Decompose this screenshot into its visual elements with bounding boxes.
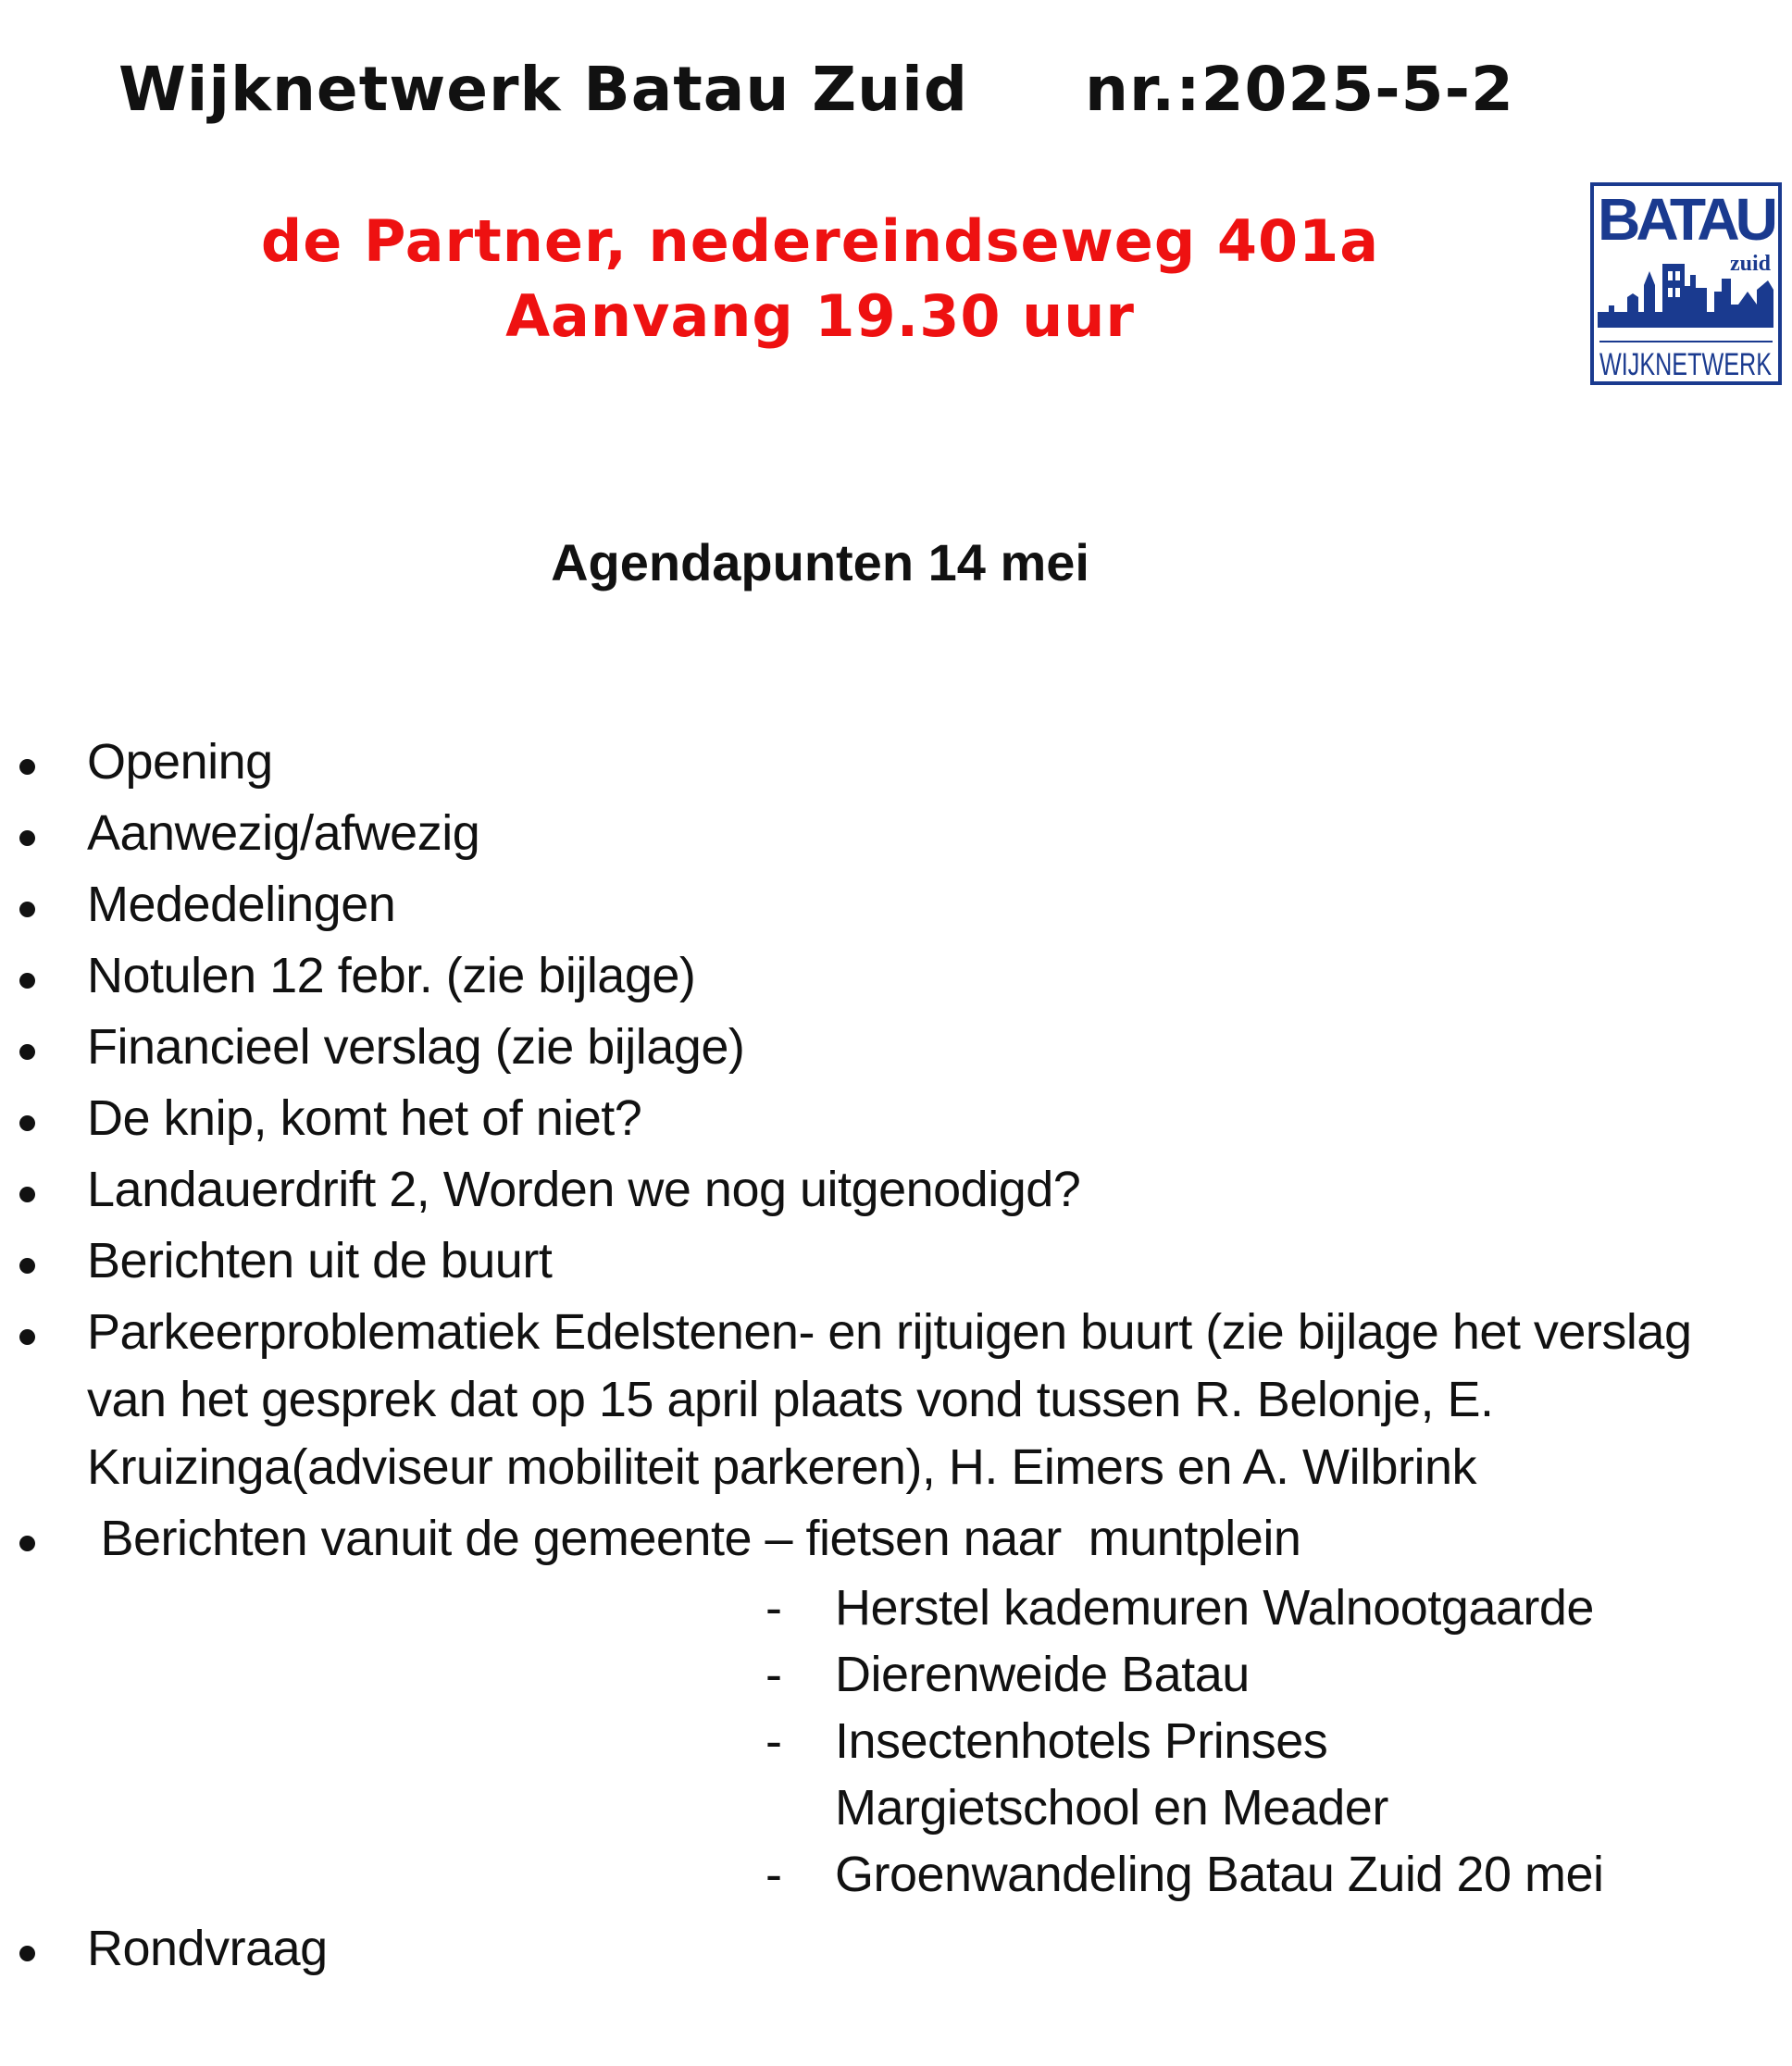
agenda-item: De knip, komt het of niet? — [0, 1085, 1792, 1152]
dash-marker: - — [765, 1847, 782, 1902]
agenda-item: Berichten vanuit de gemeente – fietsen naar muntplein — [0, 1505, 1792, 1573]
venue-location: de Partner, nedereindseweg 401a — [260, 207, 1380, 275]
bullet-icon — [19, 1329, 35, 1345]
logo-bottom-text: WIJKNETWERK — [1599, 347, 1773, 382]
agenda-item: Landauerdrift 2, Worden we nog uitgenodigd? — [0, 1156, 1792, 1224]
agenda-title: Agendapunten 14 mei — [551, 533, 1089, 591]
agenda-item: Mededelingen — [0, 871, 1792, 939]
bullet-icon — [19, 759, 35, 775]
bullet-icon — [19, 1946, 35, 1961]
agenda-item: Financieel verslag (zie bijlage) — [0, 1014, 1792, 1081]
header-title: Wijknetwerk Batau Zuid — [118, 54, 968, 125]
bullet-icon — [19, 973, 35, 989]
sub-item: - Dierenweide Batau — [0, 1641, 1792, 1708]
start-time: Aanvang 19.30 uur — [505, 282, 1135, 350]
agenda-item: Rondvraag — [0, 1915, 1792, 1983]
dash-marker: - — [765, 1713, 782, 1769]
sub-item-list — [0, 1574, 1792, 1908]
logo-small-text: zuid — [1729, 252, 1771, 276]
agenda-item: Notulen 12 febr. (zie bijlage) — [0, 942, 1792, 1010]
sub-item: - Groenwandeling Batau Zuid 20 mei — [0, 1841, 1792, 1908]
bullet-icon — [19, 1536, 35, 1551]
agenda-item: Opening — [0, 728, 1792, 796]
bullet-icon — [19, 1258, 35, 1274]
agenda-item: Parkeerproblematiek Edelstenen- en rijtuigen buurt (zie bijlage het verslag van het gesprek dat op 15 april plaats vond tussen R. Belonje, E. Kruizinga(adviseur mobiliteit parkeren), H. Eimers en A. Wilbrink — [0, 1299, 1792, 1501]
logo-top-text: BATAU — [1598, 186, 1775, 253]
sub-item: - Herstel kademuren Walnootgaarde — [0, 1574, 1792, 1641]
agenda-item: Berichten uit de buurt — [0, 1227, 1792, 1295]
bullet-icon — [19, 1115, 35, 1131]
agenda-list — [0, 728, 1792, 1983]
batau-zuid-logo — [1590, 182, 1782, 385]
bullet-icon — [19, 902, 35, 917]
agenda-item: Aanwezig/afwezig — [0, 800, 1792, 867]
bullet-icon — [19, 1044, 35, 1060]
bullet-icon — [19, 830, 35, 846]
document-number: nr.:2025-5-2 — [1085, 54, 1514, 125]
bullet-icon — [19, 1187, 35, 1202]
dash-marker: - — [765, 1580, 782, 1636]
sub-item: - Insectenhotels Prinses Margietschool en Meader — [0, 1708, 1409, 1841]
dash-marker: - — [765, 1647, 782, 1702]
